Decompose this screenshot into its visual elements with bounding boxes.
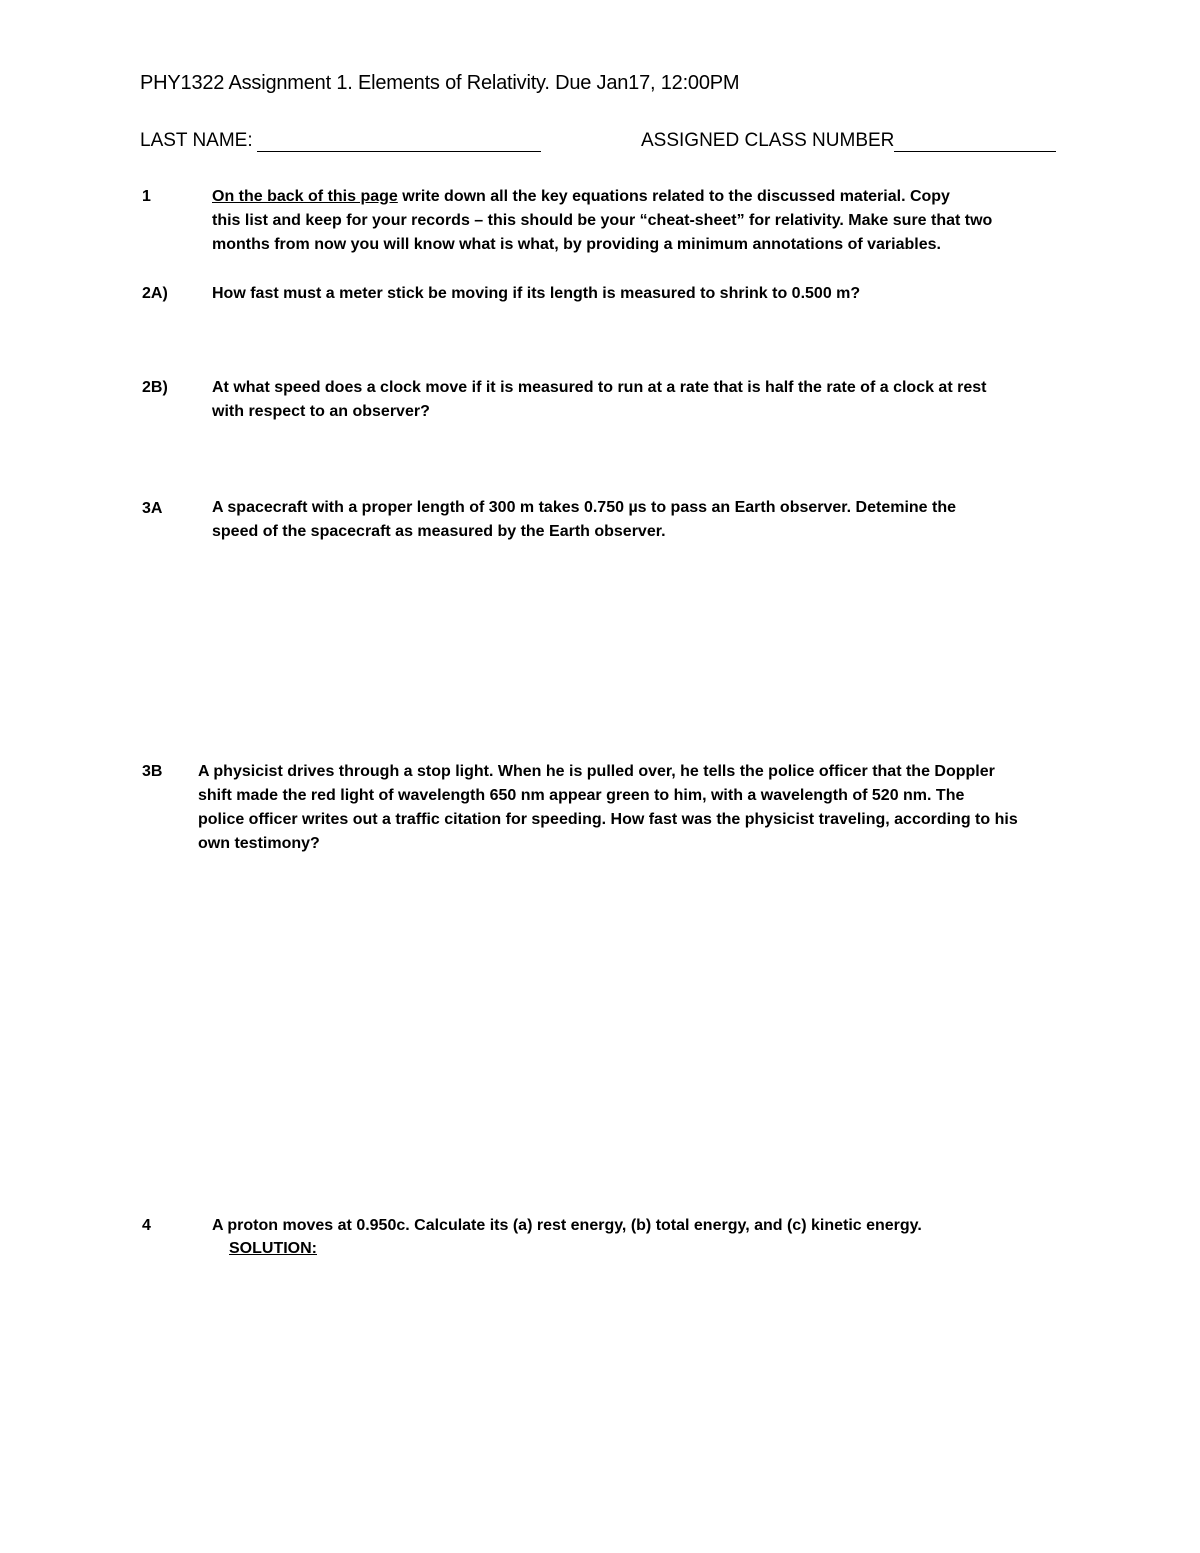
question-line: At what speed does a clock move if it is measured to run at a rate that is half the rate of a clock at rest (212, 379, 987, 396)
question-number: 2A) (142, 285, 168, 302)
question-line: A spacecraft with a proper length of 300 m takes 0.750 µs to pass an Earth observer. Detemine the (212, 499, 956, 516)
question-line: A proton moves at 0.950c. Calculate its (a) rest energy, (b) total energy, and (c) kinetic energy. (212, 1217, 922, 1234)
last-name-field (140, 130, 541, 152)
last-name-blank[interactable] (257, 131, 541, 152)
question-number: 3A (142, 500, 163, 517)
question-line: A physicist drives through a stop light. When he is pulled over, he tells the police officer that the Doppler (198, 763, 995, 780)
question-number: 4 (142, 1217, 151, 1234)
question-number: 1 (142, 188, 151, 205)
solution-label: SOLUTION: (229, 1240, 317, 1257)
class-number-label: ASSIGNED CLASS NUMBER (641, 130, 895, 151)
question-number: 3B (142, 763, 163, 780)
question-1-text (212, 185, 1072, 257)
page-title: PHY1322 Assignment 1. Elements of Relativity. Due Jan17, 12:00PM (140, 72, 740, 94)
question-line: speed of the spacecraft as measured by the Earth observer. (212, 523, 666, 540)
question-line: this list and keep for your records – this should be your “cheat-sheet” for relativity. Make sure that two (212, 212, 993, 229)
question-line: months from now you will know what is what, by providing a minimum annotations of variables. (212, 236, 941, 253)
question-3a-text (212, 496, 1072, 544)
question-line: police officer writes out a traffic citation for speeding. How fast was the physicist traveling, according to his (198, 811, 1018, 828)
question-2a-text (212, 282, 1072, 306)
question-line: On the back of this page write down all the key equations related to the discussed material. Copy (212, 188, 950, 205)
question-3b-text (198, 760, 1078, 856)
question-line: own testimony? (198, 835, 320, 852)
question-line: How fast must a meter stick be moving if its length is measured to shrink to 0.500 m? (212, 285, 861, 302)
question-number: 2B) (142, 379, 168, 396)
question-line: shift made the red light of wavelength 650 nm appear green to him, with a wavelength of 520 nm. The (198, 787, 965, 804)
last-name-label: LAST NAME: (140, 130, 253, 151)
class-number-field (641, 130, 1056, 152)
underlined-lead: On the back of this page (212, 188, 398, 205)
class-number-blank[interactable] (894, 131, 1056, 152)
question-2b-text (212, 376, 1072, 424)
question-line: with respect to an observer? (212, 403, 430, 420)
question-4-text (212, 1214, 1072, 1238)
